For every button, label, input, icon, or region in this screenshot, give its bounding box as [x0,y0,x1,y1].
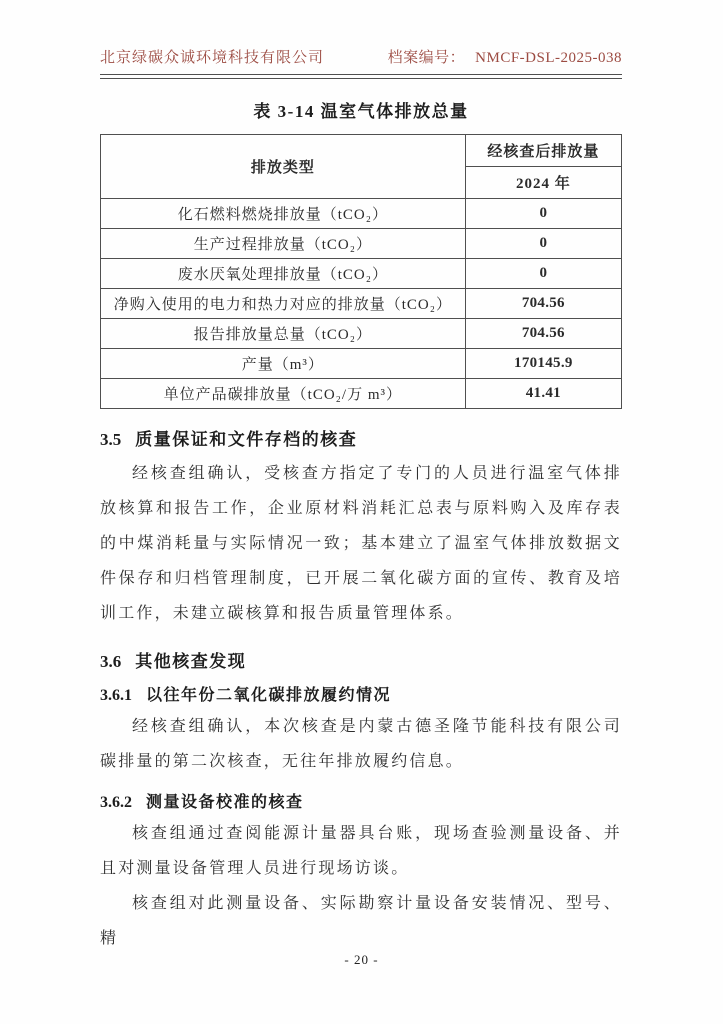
section-heading-3-6-1 [100,682,622,705]
section-heading-3-6 [100,647,622,672]
page-header [100,46,622,74]
file-number-label: 档案编号： [387,50,466,66]
table-row [101,349,622,379]
row-label: 报告排放量总量（tCO₂） [101,319,466,349]
section-title: 以往年份二氧化碳排放履约情况 [146,687,392,704]
row-value: 0 [465,199,621,229]
row-label: 废水厌氧处理排放量（tCO₂） [101,259,466,289]
row-value: 0 [465,259,621,289]
row-value: 704.56 [465,289,621,319]
row-value: 41.41 [465,379,621,409]
table-row [101,289,622,319]
emissions-table [100,134,622,409]
section-title: 其他核查发现 [135,652,247,671]
section-title: 测量设备校准的核查 [146,794,304,811]
table-row [101,259,622,289]
header-file-number [388,46,622,67]
column-header-year: 2024 年 [465,167,621,199]
section-number: 3.5 [100,430,122,449]
column-header-emission-type: 排放类型 [101,135,466,199]
paragraph-3-6-2b: 核查组对此测量设备、实际勘察计量设备安装情况、型号、精 [100,895,622,947]
row-label: 化石燃料燃烧排放量（tCO₂） [101,199,466,229]
section-heading-3-5 [100,425,622,450]
header-company-name: 北京绿碳众诚环境科技有限公司 [100,50,325,66]
section-number: 3.6 [100,652,122,671]
paragraph-3-6-1: 经核查组确认，本次核查是内蒙古德圣隆节能科技有限公司碳排量的第二次核查，无往年排放履约信息。 [100,718,622,770]
file-number-value: NMCF-DSL-2025-038 [475,50,622,66]
section-number: 3.6.1 [100,687,132,704]
table-row [101,199,622,229]
row-value: 0 [465,229,621,259]
row-value: 704.56 [465,319,621,349]
section-title: 质量保证和文件存档的核查 [135,430,358,449]
row-label: 生产过程排放量（tCO₂） [101,229,466,259]
section-heading-3-6-2 [100,789,622,812]
page-number: - 20 - [344,952,379,967]
row-value: 170145.9 [465,349,621,379]
row-label: 净购入使用的电力和热力对应的排放量（tCO₂） [101,289,466,319]
table-header-row [101,135,622,167]
row-label: 产量（m³） [101,349,466,379]
table-row [101,229,622,259]
paragraph-3-6-2a: 核查组通过查阅能源计量器具台账，现场查验测量设备、并且对测量设备管理人员进行现场访谈。 [100,825,622,877]
table-title: 表 3-14 温室气体排放总量 [253,102,469,121]
section-number: 3.6.2 [100,794,132,811]
paragraph-3-5: 经核查组确认，受核查方指定了专门的人员进行温室气体排放核算和报告工作，企业原材料消耗汇总表与原料购入及库存表的中煤消耗量与实际情况一致；基本建立了温室气体排放数据文件保存和归档管理制度，已开展二氧化碳方面的宣传、教育及培训工作，未建立碳核算和报告质量管理体系。 [100,465,622,622]
table-row [101,379,622,409]
column-header-verified-emissions: 经核查后排放量 [465,135,621,167]
row-label: 单位产品碳排放量（tCO₂/万 m³） [101,379,466,409]
header-divider [100,74,622,79]
table-row [101,319,622,349]
